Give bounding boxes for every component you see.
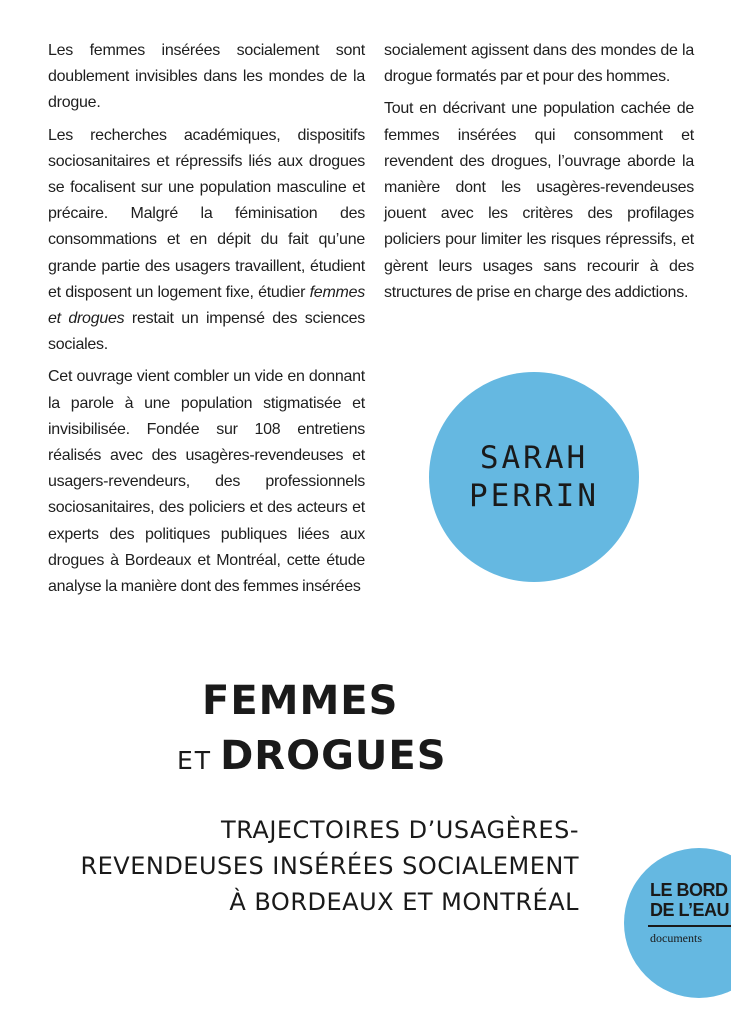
publisher-logo-circle (624, 848, 731, 998)
publisher-collection: documents (650, 931, 702, 945)
blurb-text: Les recherches académiques, dispositifs sociosanitaires et répressifs liés aux drogues se focalisent sur une population masculine et précaire. Malgré la féminisation des consommations et en dépit du fait qu’une grande partie des usagers travaillent, étudient et disposent un logement fixe, étudier (48, 126, 365, 301)
blurb-paragraph: Les femmes insérées socialement sont doublement invisibles dans les mondes de la drogue. (48, 42, 365, 112)
subtitle-line: À BORDEAUX ET MONTRÉAL (229, 888, 579, 916)
author-last-name: PERRIN (469, 478, 599, 514)
subtitle-line: REVENDEUSES INSÉRÉES SOCIALEMENT (80, 852, 579, 880)
book-title-line-2 (177, 733, 447, 779)
blurb-paragraph: Cet ouvrage vient combler un vide en donnant la parole à une population stigmatisée et invisibilisée. Fondée sur 108 entretiens réalisés avec des usagères-revendeuses et usagers-revendeurs, des professionnels sociosanitaires, des policiers et des acteurs et experts des politiques publiques liées aux drogues à Bordeaux et Montréal, cette étude analyse la manière dont des femmes insérées (48, 368, 365, 596)
blurb-text: restait un impensé des sciences sociales. (48, 310, 365, 354)
publisher-divider (648, 925, 731, 927)
blurb-right-column (384, 38, 694, 312)
blurb-paragraph (48, 123, 365, 359)
author-badge (429, 372, 639, 582)
blurb-italic-text: femmes et drogues (48, 283, 365, 328)
blurb-paragraph: socialement agissent dans des mondes de la drogue formatés par et pour des hommes. (384, 42, 694, 86)
publisher-name-line: DE L’EAU (650, 900, 730, 920)
publisher-name (650, 880, 730, 920)
book-title-word: DROGUES (220, 733, 447, 779)
publisher-name-line: LE BORD (650, 880, 728, 900)
author-first-name: SARAH (479, 440, 589, 476)
blurb-left-column (48, 38, 365, 606)
book-title-conjunction: ET (177, 746, 213, 775)
subtitle-line: TRAJECTOIRES D’USAGÈRES- (221, 816, 579, 844)
book-title-line-1: FEMMES (202, 678, 399, 724)
book-subtitle (80, 812, 579, 920)
blurb-paragraph: Tout en décrivant une population cachée de femmes insérées qui consomment et revendent des drogues, l’ouvrage aborde la manière dont les usagères-revendeuses jouent avec les critères des profilages policiers pour limiter les risques répressifs, et gèrent leurs usages sans recourir à des structures de prise en charge des addictions. (384, 100, 694, 301)
